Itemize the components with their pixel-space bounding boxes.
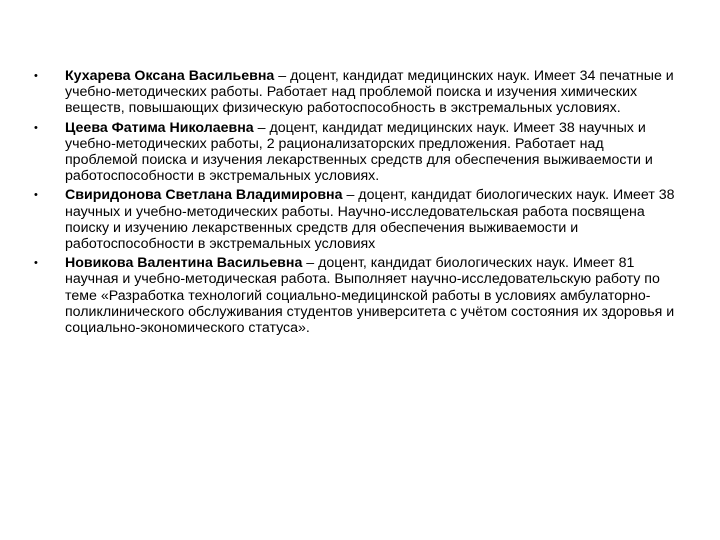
bullet-icon: • [34,121,38,134]
person-description: – доцент, кандидат биологических наук. Имеет 81 научная и учебно-методическая работа. Выполняет научно-исследовательскую работу по теме «Разработка технологий социально-медицинской работы в условиях амбулаторно-поликлинического обслуживания студентов университета с учётом состояния их здоровья и социально-экономического статуса». [65,255,675,337]
list-item [30,255,680,336]
person-name: Цеева Фатима Николаевна [65,119,254,136]
bullet-icon: • [34,189,38,202]
person-name: Свиридонова Светлана Владимировна [65,187,343,204]
list-item [30,120,680,185]
list-item [30,68,680,117]
faculty-list [30,68,680,339]
person-name: Новикова Валентина Васильевна [65,255,303,272]
person-description: – доцент, кандидат медицинских наук. Имеет 38 научных и учебно-методических работы, 2 рационализаторских предложения. Работает над проблемой поиска и изучения лекарственных средств для обеспечения выживаемости и работоспособности в экстремальных условиях. [65,119,653,185]
person-description: – доцент, кандидат медицинских наук. Имеет 34 печатные и учебно-методических работы. Работает над проблемой поиска и изучения химических веществ, повышающих физическую работоспособность в экстремальных условиях. [65,68,674,117]
person-name: Кухарева Оксана Васильевна [65,68,275,84]
list-item [30,187,680,252]
bullet-icon: • [34,257,38,270]
person-description: – доцент, кандидат биологических наук. Имеет 38 научных и учебно-методических работы. Научно-исследовательская работа посвящена поиску и изучению лекарственных средств для обеспечения выживаемости и работоспособности в экстремальных условиях [65,187,675,253]
bullet-icon: • [34,70,38,82]
